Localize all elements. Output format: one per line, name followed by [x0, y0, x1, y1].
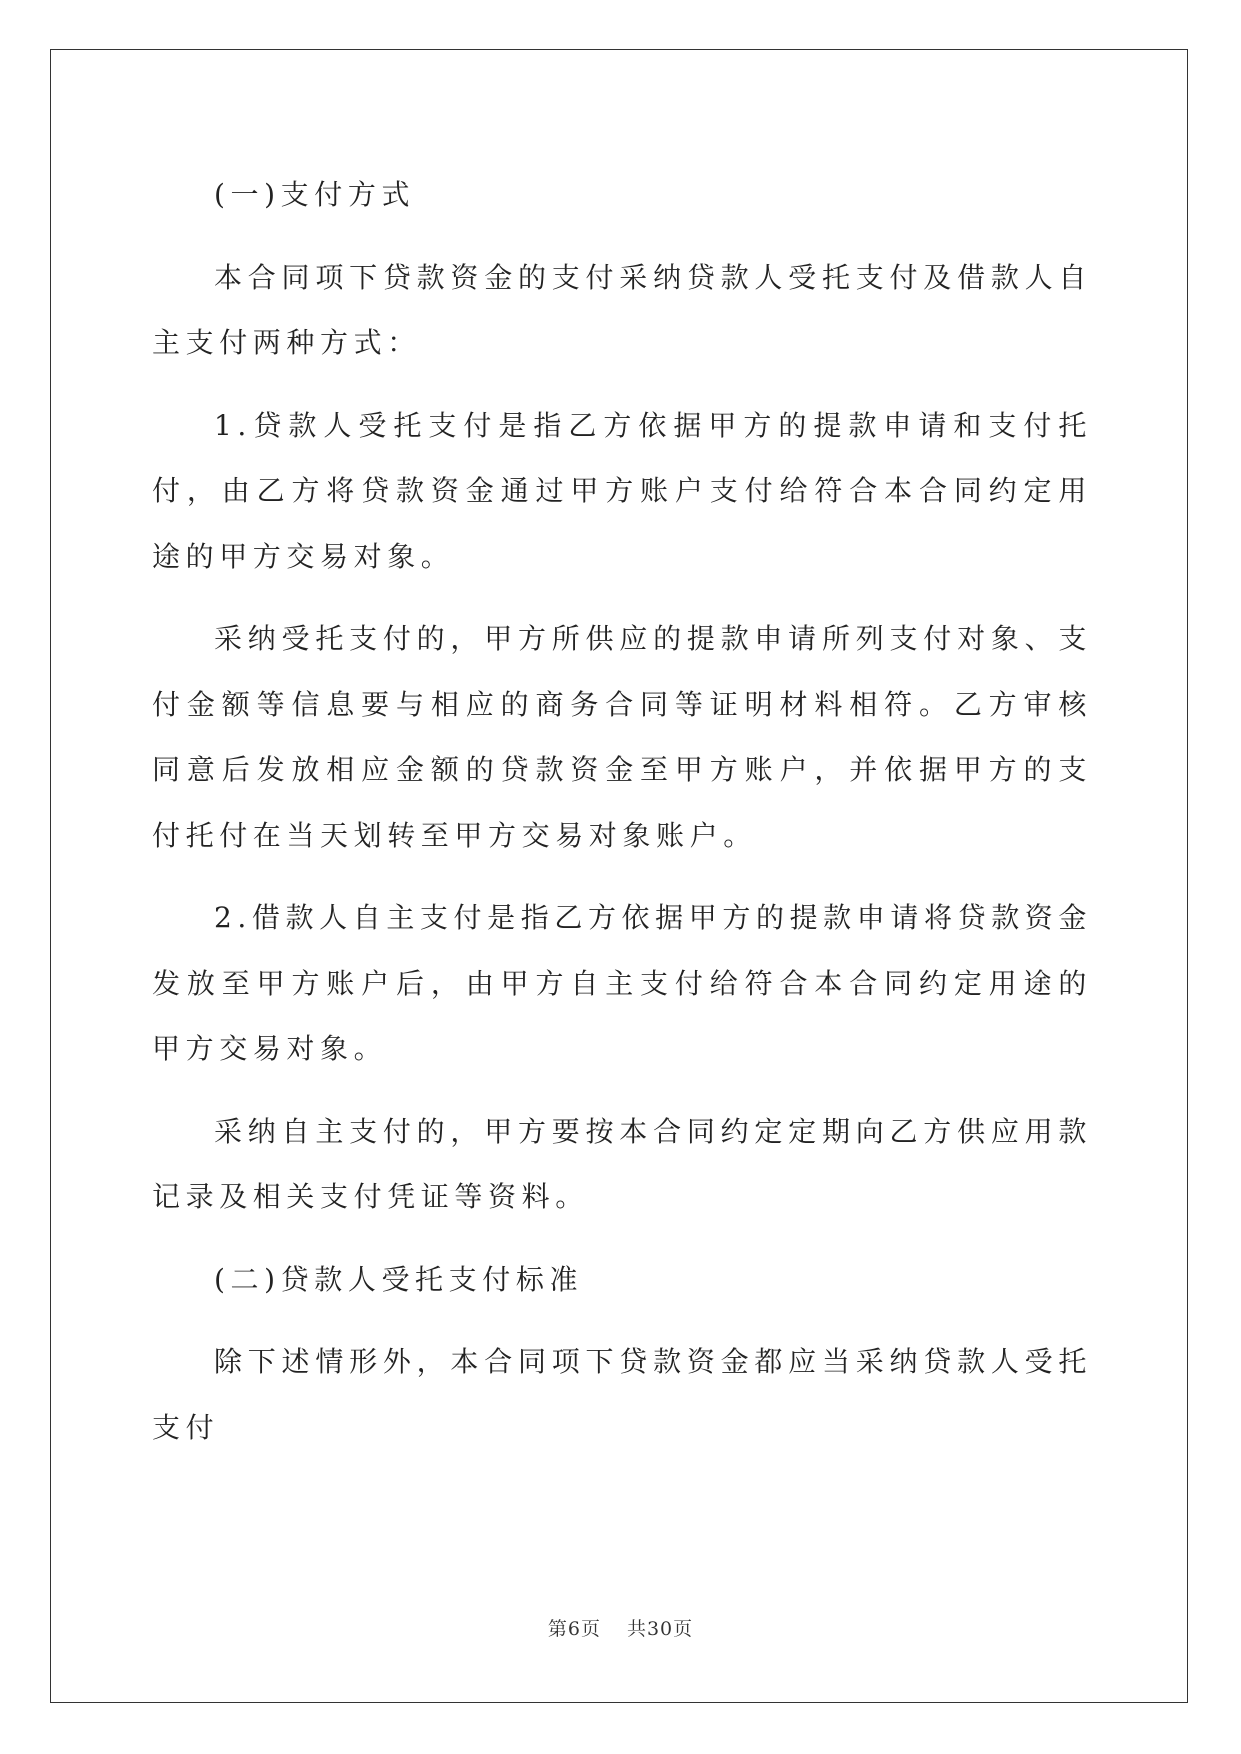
page-footer — [0, 1614, 1241, 1641]
paragraph: 除下述情形外，本合同项下贷款资金都应当采纳贷款人受托支付 — [152, 1345, 1092, 1444]
paragraph: 2.借款人自主支付是指乙方依据甲方的提款申请将贷款资金发放至甲方账户后，由甲方自主支付给符合本合同约定用途的甲方交易对象。 — [152, 901, 1092, 1065]
paragraph: 采纳受托支付的，甲方所供应的提款申请所列支付对象、支付金额等信息要与相应的商务合同等证明材料相符。乙方审核同意后发放相应金额的贷款资金至甲方账户，并依据甲方的支付托付在当天划转至甲方交易对象账户。 — [152, 622, 1092, 852]
page-number-total: 共30页 — [626, 1618, 694, 1640]
paragraph: 本合同项下贷款资金的支付采纳贷款人受托支付及借款人自主支付两种方式： — [152, 260, 1092, 359]
section-heading-payment-method: (一)支付方式 — [214, 178, 416, 211]
paragraph: 1.贷款人受托支付是指乙方依据甲方的提款申请和支付托付，由乙方将贷款资金通过甲方账户支付给符合本合同约定用途的甲方交易对象。 — [152, 408, 1092, 573]
section-heading-entrusted-payment-standard: (二)贷款人受托支付标准 — [214, 1262, 584, 1296]
document-body — [152, 162, 1092, 1477]
paragraph: 采纳自主支付的，甲方要按本合同约定定期向乙方供应用款记录及相关支付凭证等资料。 — [152, 1114, 1092, 1213]
page-number-current: 第6页 — [547, 1618, 601, 1640]
